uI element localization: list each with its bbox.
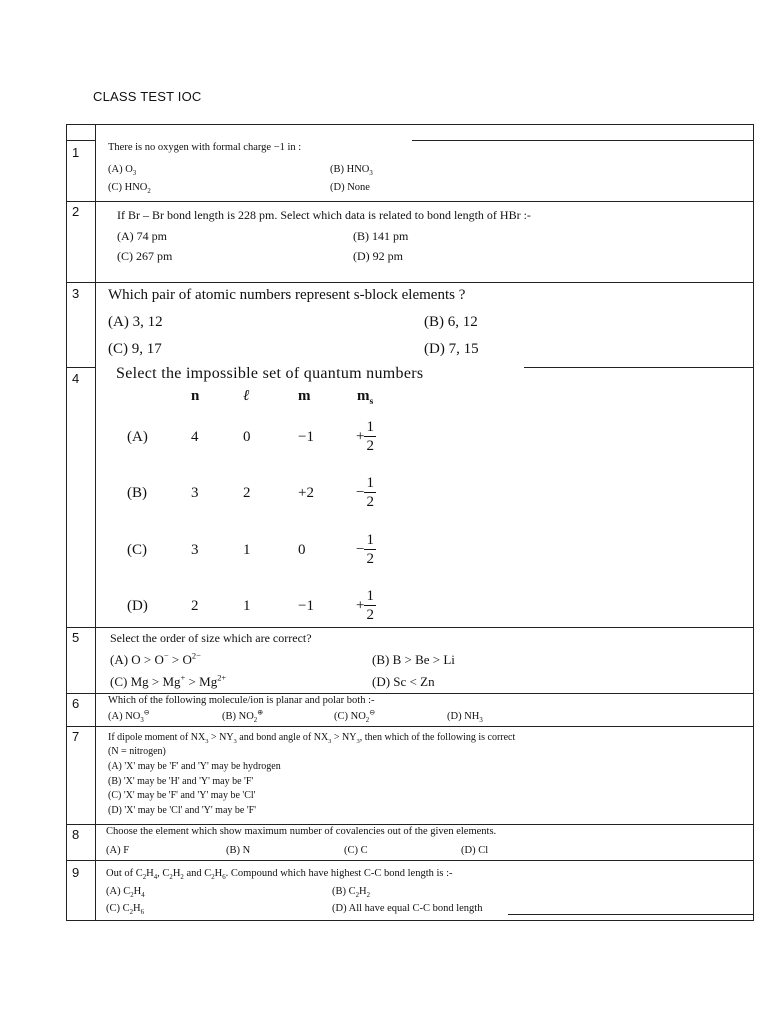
question-number: 7 <box>72 729 80 744</box>
row-divider <box>66 367 95 368</box>
value-ms: − $\frac{1}{2}$ <box>356 532 374 567</box>
question-text: There is no oxygen with formal charge −1 in : <box>108 142 302 153</box>
option-b: (B) B > Be > Li <box>372 652 455 667</box>
row-divider <box>524 367 754 368</box>
option-c: (C) $HNO_2$ <box>108 182 151 196</box>
row-label: (A) <box>127 429 148 445</box>
option-c: (C) 267 pm <box>117 249 173 263</box>
option-c: (C) $NO_2^⊖$ <box>334 709 375 725</box>
option-a: (A) $C_2H_4$ <box>106 886 145 900</box>
value-ms: + $\frac{1}{2}$ <box>356 419 374 454</box>
header-l: ℓ <box>243 388 250 404</box>
question-text: Out of $C_2H_4$, $C_2H_2$ and $C_2H_6$. Compound which have highest C-C bond length is :- <box>106 868 453 882</box>
value-m: −1 <box>298 598 314 614</box>
header-m: m <box>298 388 311 404</box>
row-divider <box>66 140 95 141</box>
option-b: (B) 6, 12 <box>424 314 478 330</box>
value-n: 3 <box>191 542 199 558</box>
option-a: (A) $NO_3^⊖$ <box>108 709 150 725</box>
table-border-bottom <box>66 920 754 921</box>
value-n: 4 <box>191 429 199 445</box>
question-number: 2 <box>72 204 80 219</box>
question-number: 5 <box>72 630 80 645</box>
question-number: 6 <box>72 696 80 711</box>
row-divider <box>66 201 754 202</box>
question-text: Choose the element which show maximum number of covalencies out of the given elements. <box>106 826 497 837</box>
value-m: +2 <box>298 485 314 501</box>
value-l: 0 <box>243 429 251 445</box>
option-b: (B) 'X' may be 'H' and 'Y' may be 'F' <box>108 776 254 787</box>
value-m: 0 <box>298 542 306 558</box>
value-l: 2 <box>243 485 251 501</box>
option-b: (B) 141 pm <box>353 229 409 243</box>
option-d: (D) 'X' may be 'Cl' and 'Y' may be 'F' <box>108 805 256 816</box>
question-text: Select the order of size which are correct? <box>110 631 312 645</box>
option-c: (C) 'X' may be 'F' and 'Y' may be 'Cl' <box>108 790 256 801</box>
row-divider <box>66 693 754 694</box>
option-a: (A) $O_3$ <box>108 164 137 178</box>
option-c: (C) $C_2H_6$ <box>106 903 145 917</box>
option-b: (B) $NO_2^\oplus$ <box>222 709 263 725</box>
table-border-right <box>753 124 754 921</box>
option-a: (A) F <box>106 845 130 856</box>
option-d: (D) Sc < Zn <box>372 674 435 689</box>
question-number: 1 <box>72 145 80 160</box>
column-divider <box>95 124 96 921</box>
option-d: (D) All have equal C-C bond length <box>332 903 483 914</box>
option-d: (D) 92 pm <box>353 249 403 263</box>
header-ms: $m_s$ <box>357 388 374 407</box>
row-divider <box>412 140 754 141</box>
option-c: (C) $Mg > Mg^+ > Mg^{2+}$ <box>110 672 227 689</box>
value-m: −1 <box>298 429 314 445</box>
table-border-top <box>66 124 754 125</box>
row-divider <box>66 282 754 283</box>
row-divider <box>508 914 754 915</box>
question-table <box>66 124 754 921</box>
row-divider <box>66 627 754 628</box>
value-ms: − $\frac{1}{2}$ <box>356 475 374 510</box>
header-n: n <box>191 388 200 404</box>
option-a: (A) $O > O^- > O^{2-}$ <box>110 650 201 667</box>
table-border-left <box>66 124 67 921</box>
option-d: (D) 7, 15 <box>424 341 479 357</box>
value-n: 3 <box>191 485 199 501</box>
question-note: (N = nitrogen) <box>108 746 166 757</box>
option-d: (D) $NH_3$ <box>447 711 483 725</box>
question-number: 3 <box>72 286 80 301</box>
question-text: Which pair of atomic numbers represent s-block elements ? <box>108 287 466 303</box>
question-text: Which of the following molecule/ion is planar and polar both :- <box>108 695 375 706</box>
row-label: (C) <box>127 542 147 558</box>
row-divider <box>66 860 754 861</box>
option-b: (B) $HNO_3$ <box>330 164 373 178</box>
question-number: 8 <box>72 827 80 842</box>
option-a: (A) 3, 12 <box>108 314 163 330</box>
option-a: (A) 'X' may be 'F' and 'Y' may be hydrogen <box>108 761 281 772</box>
value-l: 1 <box>243 542 251 558</box>
option-b: (B) $C_2H_2$ <box>332 886 371 900</box>
option-c: (C) 9, 17 <box>108 341 162 357</box>
row-divider <box>66 726 754 727</box>
value-l: 1 <box>243 598 251 614</box>
option-c: (C) C <box>344 845 368 856</box>
row-label: (B) <box>127 485 147 501</box>
row-label: (D) <box>127 598 148 614</box>
value-ms: + $\frac{1}{2}$ <box>356 588 374 623</box>
value-n: 2 <box>191 598 199 614</box>
option-d: (D) Cl <box>461 845 489 856</box>
question-text: Select the impossible set of quantum numbers <box>116 365 424 382</box>
row-divider <box>66 824 754 825</box>
question-text: If dipole moment of $NX_3 > NY_3$ and bond angle of $NX_3 > NY_3$, then which of the following is correct <box>108 732 516 745</box>
option-b: (B) N <box>226 845 251 856</box>
page-title: CLASS TEST IOC <box>93 89 202 104</box>
question-number: 9 <box>72 865 80 880</box>
question-text: If Br – Br bond length is 228 pm. Select which data is related to bond length of HBr :- <box>117 208 531 222</box>
question-number: 4 <box>72 371 80 386</box>
option-d: (D) None <box>330 182 370 193</box>
option-a: (A) 74 pm <box>117 229 167 243</box>
